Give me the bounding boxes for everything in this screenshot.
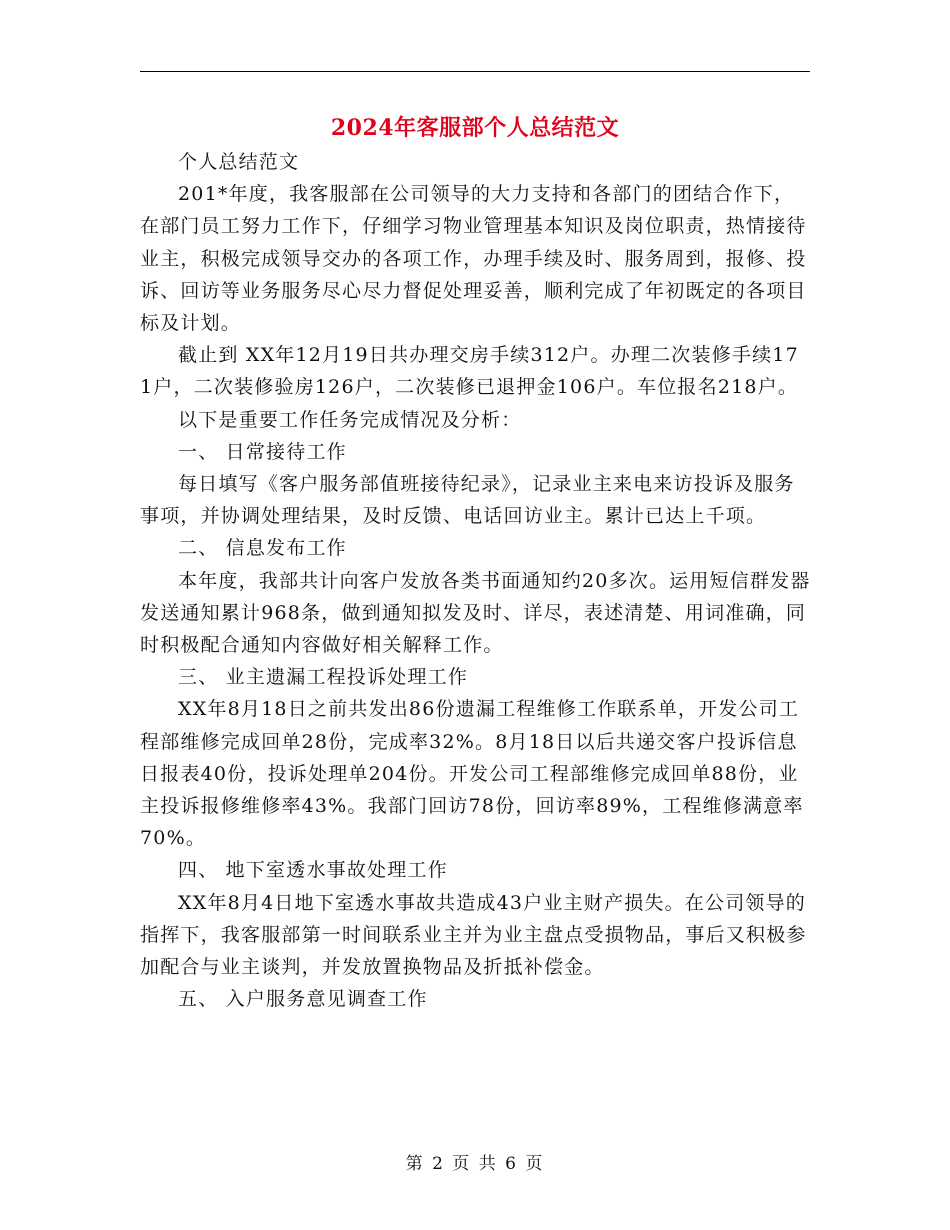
- section-heading-5: 五、 入户服务意见调查工作: [178, 988, 428, 1011]
- paragraph-section-3: XX年8月18日之前共发出86份遗漏工程维修工作联系单，开发公司工程部维修完成回单28份，完成率32%。8月18日以后共递交客户投诉信息日报表40份，投诉处理单204份。开发公司工程部维修完成回单88份，业主投诉报修维修率43%。我部门回访78份，回访率89%，工程维修满意率70%。: [140, 698, 804, 850]
- paragraph-overview: 以下是重要工作任务完成情况及分析：: [178, 408, 522, 431]
- header-rule: [140, 71, 810, 72]
- paragraph-section-2: 本年度，我部共计向客户发放各类书面通知约20多次。运用短信群发器发送通知累计968条，做到通知拟发及时、详尽，表述清楚、用词准确，同时积极配合通知内容做好相关解释工作。: [140, 569, 811, 657]
- paragraph-statistics: 截止到 XX年12月19日共办理交房手续312户。办理二次装修手续171户，二次装修验房126户，二次装修已退押金106户。车位报名218户。: [140, 344, 799, 399]
- paragraph-section-4: XX年8月4日地下室透水事故共造成43户业主财产损失。在公司领导的指挥下，我客服部第一时间联系业主并为业主盘点受损物品，事后又积极参加配合与业主谈判，并发放置换物品及折抵补偿金。: [140, 891, 807, 979]
- paragraph-section-1: 每日填写《客户服务部值班接待纪录》，记录业主来电来访投诉及服务事项，并协调处理结果，及时反馈、电话回访业主。累计已达上千项。: [140, 473, 795, 528]
- paragraph-intro: 201*年度，我客服部在公司领导的大力支持和各部门的团结合作下，在部门员工努力工作下，仔细学习物业管理基本知识及岗位职责，热情接待业主，积极完成领导交办的各项工作，办理手续及时、服务周到，报修、投诉、回访等业务服务尽心尽力督促处理妥善，顺利完成了年初既定的各项目标及计划。: [140, 183, 807, 335]
- document-body: [140, 146, 812, 1015]
- section-heading-1: 一、 日常接待工作: [178, 440, 347, 463]
- section-heading-2: 二、 信息发布工作: [178, 537, 347, 560]
- section-heading-3: 三、 业主遗漏工程投诉处理工作: [178, 666, 469, 689]
- paragraph-subtitle: 个人总结范文: [178, 151, 300, 173]
- section-heading-4: 四、 地下室透水事故处理工作: [178, 859, 448, 882]
- page-number: 第 2 页 共 6 页: [405, 1154, 545, 1174]
- document-title: 2024年客服部个人总结范文: [330, 115, 620, 141]
